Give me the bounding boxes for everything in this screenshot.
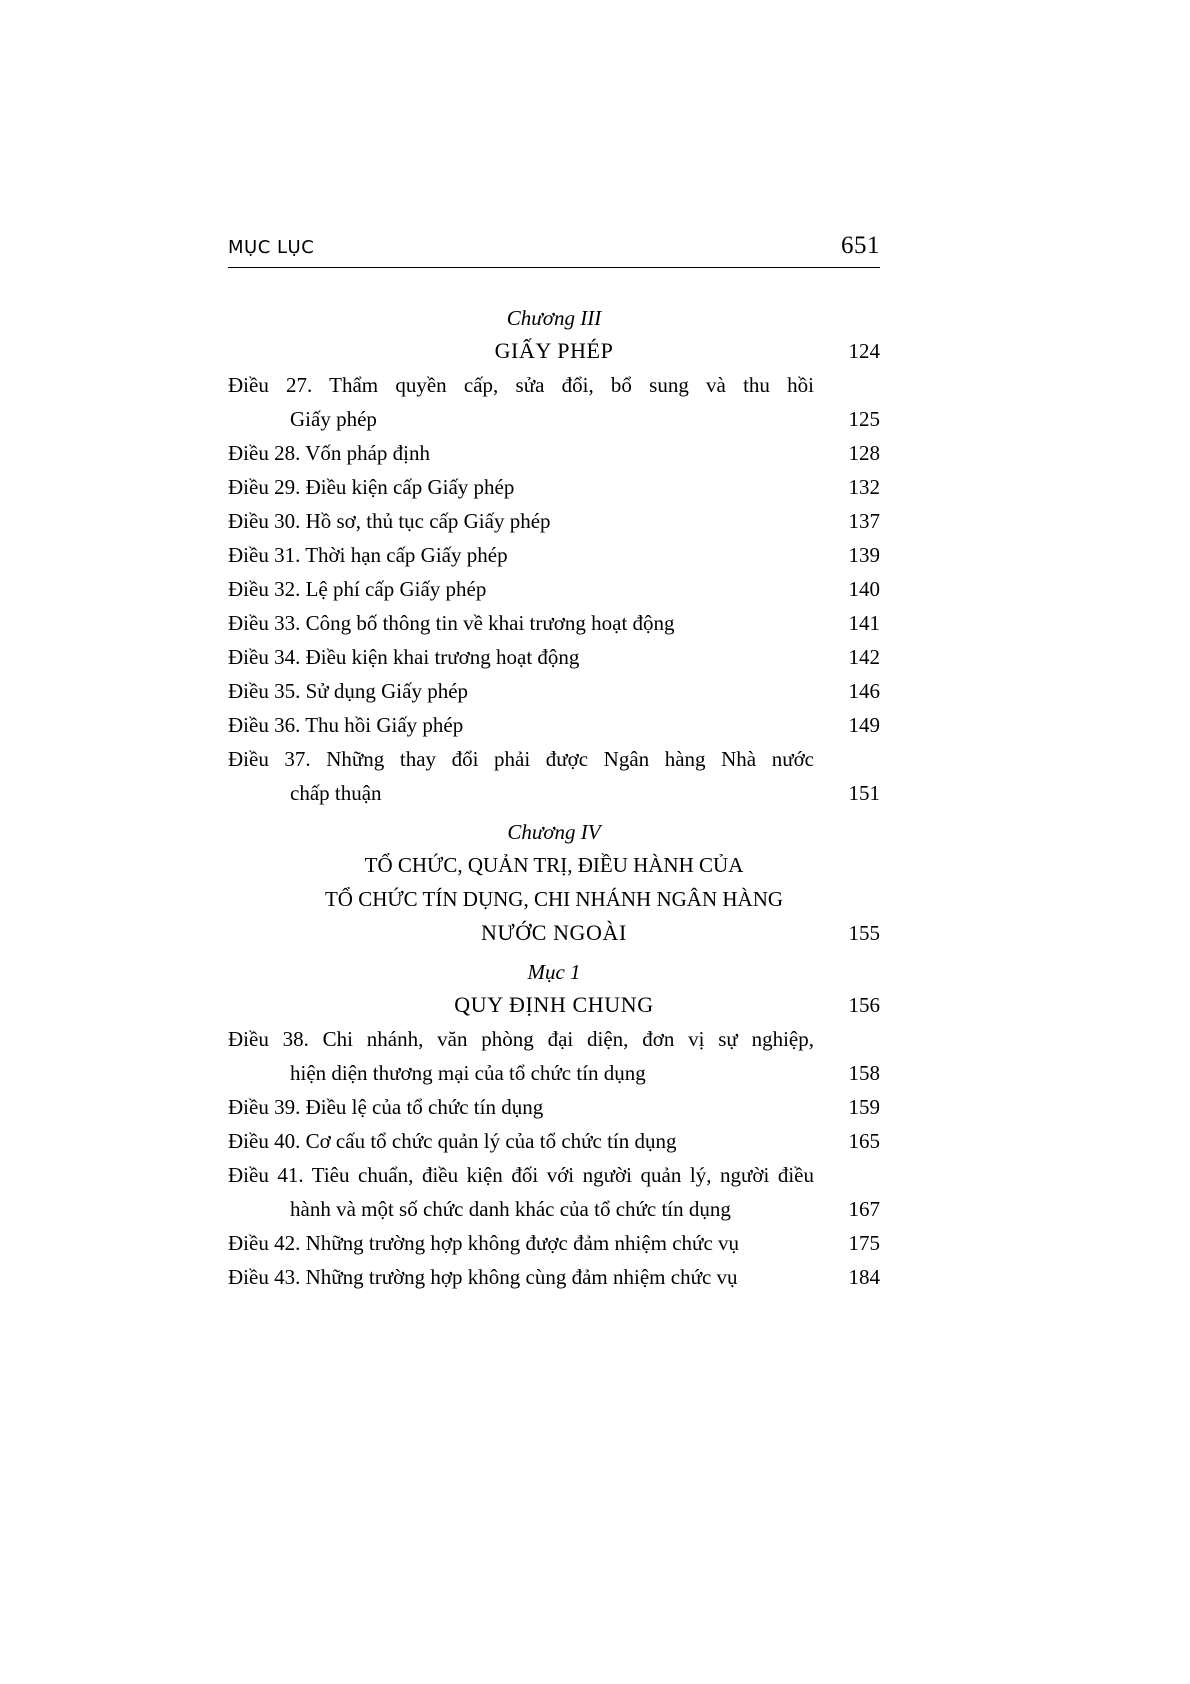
toc-entry[interactable] [228, 572, 880, 606]
chapter-3-title: GIẤY PHÉP [494, 338, 614, 363]
toc-entry-label: Điều 41. Tiêu chuẩn, điều kiện đối với người quản lý, người điều [228, 1163, 814, 1187]
chapter-4-title-line-1: TỔ CHỨC, QUẢN TRỊ, ĐIỀU HÀNH CỦA [364, 853, 744, 877]
toc-entry-label: Điều 29. Điều kiện cấp Giấy phép [228, 475, 515, 499]
toc-entry[interactable] [228, 674, 880, 708]
toc-entry-page: 142 [848, 645, 880, 669]
toc-entry[interactable] [228, 1260, 880, 1294]
toc-entry-page: 132 [848, 475, 880, 499]
toc-entry-label: Điều 37. Những thay đổi phải được Ngân hàng Nhà nước [228, 747, 814, 771]
toc-entry[interactable] [228, 1124, 880, 1158]
toc-entry-label: Điều 43. Những trường hợp không cùng đảm nhiệm chức vụ [228, 1265, 738, 1289]
toc-entry[interactable] [228, 1022, 880, 1056]
running-head-title: MỤC LỤC [228, 237, 315, 258]
toc-entry[interactable] [228, 504, 880, 538]
toc-entry-label-cont: Giấy phép [290, 407, 377, 431]
section-1-title-row [228, 988, 880, 1022]
toc-entry-page: 151 [848, 781, 880, 805]
toc-entry-label-cont: hiện diện thương mại của tổ chức tín dụng [290, 1061, 646, 1085]
chapter-3-label: Chương III [506, 306, 602, 330]
toc-entry-page: 175 [848, 1231, 880, 1255]
section-1-label: Mục 1 [527, 960, 581, 984]
section-1-title: QUY ĐỊNH CHUNG [454, 992, 654, 1017]
toc-entry[interactable] [228, 538, 880, 572]
toc-entry-label: Điều 28. Vốn pháp định [228, 441, 431, 465]
toc-entry-label: Điều 39. Điều lệ của tổ chức tín dụng [228, 1095, 544, 1119]
chapter-3-title-row [228, 334, 880, 368]
toc-entry[interactable] [228, 436, 880, 470]
toc-entry-continuation[interactable] [228, 1056, 880, 1090]
toc-entry-label: Điều 33. Công bố thông tin về khai trương hoạt động [228, 611, 675, 635]
section-1-page: 156 [848, 993, 880, 1017]
toc-entry-label: Điều 31. Thời hạn cấp Giấy phép [228, 543, 508, 567]
toc-list-chapter-3 [228, 368, 880, 810]
toc-entry-page: 184 [848, 1265, 880, 1289]
chapter-4-page: 155 [848, 921, 880, 945]
toc-entry-continuation[interactable] [228, 776, 880, 810]
toc-content [228, 232, 880, 1294]
toc-entry-label: Điều 35. Sử dụng Giấy phép [228, 679, 469, 703]
toc-entry-label-cont: hành và một số chức danh khác của tổ chức tín dụng [290, 1197, 731, 1221]
toc-entry-page: 141 [848, 611, 880, 635]
chapter-4-title-line-2: TỔ CHỨC TÍN DỤNG, CHI NHÁNH NGÂN HÀNG [324, 887, 784, 911]
toc-entry-page: 146 [848, 679, 880, 703]
toc-list-chapter-4 [228, 1022, 880, 1294]
toc-entry-page: 137 [848, 509, 880, 533]
toc-entry-continuation[interactable] [228, 1192, 880, 1226]
toc-entry-label: Điều 42. Những trường hợp không được đảm nhiệm chức vụ [228, 1231, 740, 1255]
toc-entry-label: Điều 34. Điều kiện khai trương hoạt động [228, 645, 580, 669]
toc-entry-label: Điều 38. Chi nhánh, văn phòng đại diện, đơn vị sự nghiệp, [228, 1027, 814, 1051]
running-head [228, 232, 880, 268]
chapter-4-title-row [228, 916, 880, 950]
chapter-3-page: 124 [848, 339, 880, 363]
toc-entry-continuation[interactable] [228, 402, 880, 436]
running-head-page-number: 651 [841, 232, 880, 259]
chapter-4-title-line-3: NƯỚC NGOÀI [481, 920, 627, 945]
toc-entry[interactable] [228, 640, 880, 674]
chapter-4-label: Chương IV [507, 820, 601, 844]
toc-entry[interactable] [228, 742, 880, 776]
toc-entry[interactable] [228, 1090, 880, 1124]
toc-entry[interactable] [228, 470, 880, 504]
toc-entry[interactable] [228, 368, 880, 402]
toc-entry-page: 128 [848, 441, 880, 465]
toc-entry-label: Điều 32. Lệ phí cấp Giấy phép [228, 577, 487, 601]
toc-entry-label: Điều 40. Cơ cấu tổ chức quản lý của tổ chức tín dụng [228, 1129, 677, 1153]
toc-entry-page: 125 [848, 407, 880, 431]
toc-entry-label: Điều 36. Thu hồi Giấy phép [228, 713, 464, 737]
toc-entry-page: 159 [848, 1095, 880, 1119]
toc-entry[interactable] [228, 1158, 880, 1192]
toc-entry-page: 165 [848, 1129, 880, 1153]
toc-entry-label: Điều 30. Hồ sơ, thủ tục cấp Giấy phép [228, 509, 551, 533]
toc-entry[interactable] [228, 708, 880, 742]
toc-entry[interactable] [228, 1226, 880, 1260]
toc-entry-page: 158 [848, 1061, 880, 1085]
toc-entry-label: Điều 27. Thẩm quyền cấp, sửa đổi, bổ sung và thu hồi [228, 373, 814, 397]
toc-entry-page: 167 [848, 1197, 880, 1221]
toc-entry-page: 140 [848, 577, 880, 601]
toc-entry-page: 139 [848, 543, 880, 567]
toc-entry[interactable] [228, 606, 880, 640]
toc-entry-label-cont: chấp thuận [290, 781, 382, 805]
toc-entry-page: 149 [848, 713, 880, 737]
